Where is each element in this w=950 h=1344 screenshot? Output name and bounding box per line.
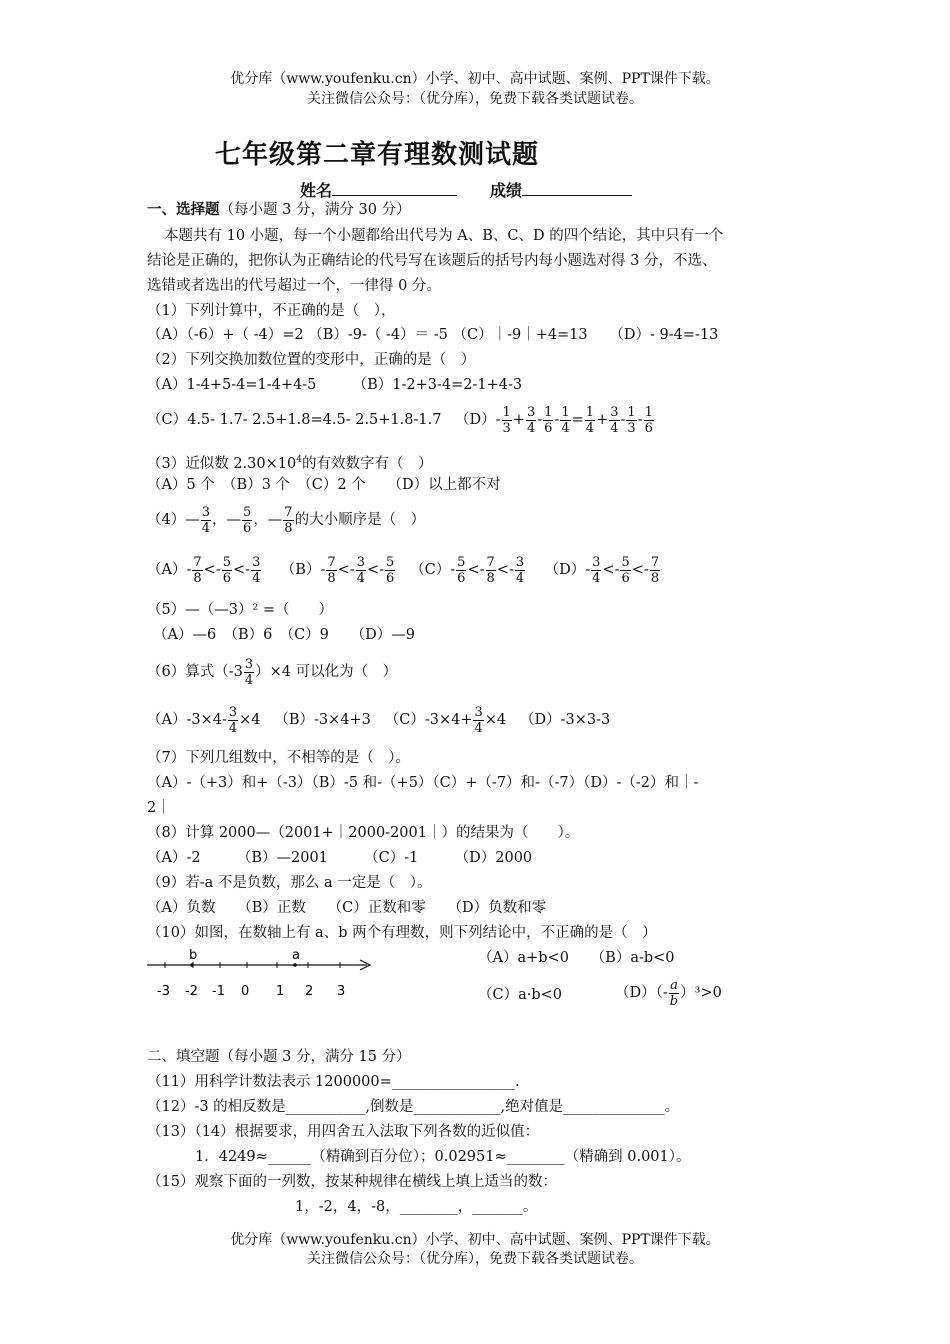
- q1-options: （A）（-6）+（ -4）=2 （B）-9-（ -4）＝ -5 （C）｜-9｜+4=13 （D）- 9-4=-13: [147, 327, 719, 343]
- q9-stem: （9）若-a 不是负数，那么 a 一定是（ ）。: [147, 875, 432, 891]
- q13-14-stem: （13）（14）根据要求，用四舍五入法取下列各数的近似值：: [147, 1124, 540, 1140]
- section-2-heading: 二、填空题（每小题 3 分，满分 15 分）: [147, 1049, 411, 1065]
- q12: （12）-3 的相反数是___________,倒数是____________,绝对值是______________。: [147, 1099, 680, 1115]
- q11: （11）用科学计数法表示 1200000=_________________.: [147, 1074, 520, 1090]
- section-1-intro-1: 本题共有 10 小题，每一个小题都给出代号为 A、B、C、D 的四个结论，其中只有一个: [164, 228, 724, 244]
- q5-options: （A）—6 （B）6 （C）9 （D）—9: [153, 627, 415, 643]
- q2-stem: （2）下列交换加数位置的变形中，正确的是（ ）: [147, 352, 476, 368]
- fraction: $\frac{3}{4}$: [610, 404, 619, 436]
- fraction: $\frac{3}{4}$: [201, 504, 211, 536]
- q13-14-line: 1．4249≈______（精确到百分位）；0.02951≈________（精确到 0.001）。: [195, 1149, 691, 1165]
- q10-stem: （10）如图，在数轴上有 a、b 两个有理数，则下列结论中，不正确的是（ ）: [147, 925, 657, 941]
- q4-options: （A）- $\frac{7}{8}$ <- $\frac{5}{6}$ <- $\frac{3}{4}$ （B）- $\frac{7}{8}$ <- $\frac{3}{4}$ <- $\frac{5}{6}$ （C）- $\frac{5}{6}$ <- $\frac{7}{8}$ <- $\frac{3}{4}$ （D）- $\frac{3}{4}$ <- $\frac{5}{6}$ <- $\frac{7}{8}$: [147, 554, 660, 586]
- axis-label: -1: [212, 984, 225, 999]
- q8-options: （A）-2 （B）—2001 （C）-1 （D）2000: [147, 850, 533, 866]
- fraction: $\frac{1}{3}$: [502, 404, 511, 436]
- score-label: 成绩: [490, 181, 523, 200]
- q4-stem: （4）— $\frac{3}{4}$ ，— $\frac{5}{6}$ ，— $\frac{7}{8}$ 的大小顺序是（ ）: [147, 504, 426, 536]
- site-header-line-1: 优分库（www.youfenku.cn）小学、初中、高中试题、案例、PPT课件下载。: [230, 71, 720, 87]
- axis-label: 0: [241, 984, 250, 999]
- point-a-label: a: [292, 948, 300, 963]
- q1-stem: （1）下列计算中，不正确的是（ ），: [147, 303, 396, 319]
- fraction: $\frac{5}{6}$: [243, 504, 252, 536]
- q2-option-c: （C）4.5- 1.7- 2.5+1.8=4.5- 2.5+1.8-1.7: [147, 412, 442, 428]
- fraction: $\frac{1}{6}$: [644, 404, 653, 436]
- q2-options-ab: （A）1-4+5-4=1-4+4-5 （B）1-2+3-4=2-1+4-3: [147, 377, 523, 393]
- score-field: [490, 178, 632, 201]
- q7-stem: （7）下列几组数中，不相等的是（ ）。: [147, 750, 410, 766]
- q2-option-d: （D）- $\frac{1}{3}$ + $\frac{3}{4}$ - $\frac{1}{6}$ - $\frac{1}{4}$ = $\frac{1}{4}$ + $\frac{3}{4}$ - $\frac{1}{3}$ - $\frac{1}{6}$: [455, 404, 653, 436]
- q3-stem: （3）近似数 $2.30\times 10^4$的有效数字有（ ）: [147, 455, 433, 472]
- fraction: $\frac{1}{6}$: [544, 404, 553, 436]
- site-header-line-2: 关注微信公众号：（优分库），免费下载各类试题试卷。: [307, 91, 643, 107]
- section-1-intro-2: 结论是正确的，把你认为正确结论的代号写在该题后的括号内每小题选对得 3 分，不选、: [147, 253, 717, 269]
- q10-option-d: （D）（- $\frac{a}{b}$ ）³>0: [615, 977, 722, 1009]
- fraction: $\frac{3}{4}$: [526, 404, 536, 436]
- section-1-heading: 一、选择题（每小题 3 分，满分 30 分）: [147, 201, 411, 218]
- q8-stem: （8）计算 2000—（2001+｜2000-2001｜）的结果为（ ）。: [147, 825, 580, 841]
- section-1-intro-3: 选错或者选出的代号超过一个，一律得 0 分。: [147, 278, 441, 294]
- axis-label: -2: [185, 984, 198, 999]
- point-a-dot: [293, 963, 297, 967]
- q6-stem: （6）算式（-3 $\frac{3}{4}$ ）×4 可以化为（ ）: [147, 656, 398, 688]
- axis-label: -3: [157, 984, 170, 999]
- fraction: $\frac{1}{3}$: [627, 404, 636, 436]
- name-field: [300, 178, 457, 201]
- point-b-label: b: [189, 948, 198, 963]
- q15-stem: （15）观察下面的一列数，按某种规律在横线上填上适当的数：: [147, 1174, 557, 1190]
- axis-label: 2: [305, 984, 314, 999]
- axis-label: 3: [337, 984, 346, 999]
- q6-options: （A）-3×4- $\frac{3}{4}$ ×4 （B）-3×4+3 （C）-3×4+ $\frac{3}{4}$ ×4 （D）-3×3-3: [147, 704, 611, 736]
- site-footer-line-1: 优分库（www.youfenku.cn）小学、初中、高中试题、案例、PPT课件下载。: [230, 1232, 720, 1248]
- point-b-dot: [190, 963, 194, 967]
- number-line-figure: [145, 945, 380, 1000]
- q5-stem: （5）—（—3）² =（ ）: [147, 602, 334, 618]
- q15-sequence: 1，-2，4，-8，________，_______。: [295, 1199, 538, 1215]
- q7-options-2: 2｜: [147, 800, 171, 816]
- fraction: $\frac{1}{4}$: [561, 404, 570, 436]
- q10-option-c: （C）a·b<0: [478, 987, 563, 1003]
- q3-options: （A）5 个 （B）3 个 （C）2 个 （D）以上都不对: [147, 477, 501, 493]
- name-label: 姓名: [300, 181, 333, 200]
- fraction: $\frac{7}{8}$: [284, 504, 293, 536]
- site-footer-line-2: 关注微信公众号：（优分库），免费下载各类试题试卷。: [307, 1251, 643, 1267]
- fraction: $\frac{1}{4}$: [585, 404, 595, 436]
- page-title: 七年级第二章有理数测试题: [215, 140, 540, 170]
- q9-options: （A）负数 （B）正数 （C）正数和零 （D）负数和零: [147, 900, 547, 916]
- q7-options-1: （A）-（+3）和+（-3）（B）-5 和-（+5）（C）+（-7）和-（-7）（D）-（-2）和｜-: [147, 775, 699, 791]
- q10-options-ab: （A）a+b<0 （B）a-b<0: [478, 950, 675, 966]
- axis-label: 1: [276, 984, 285, 999]
